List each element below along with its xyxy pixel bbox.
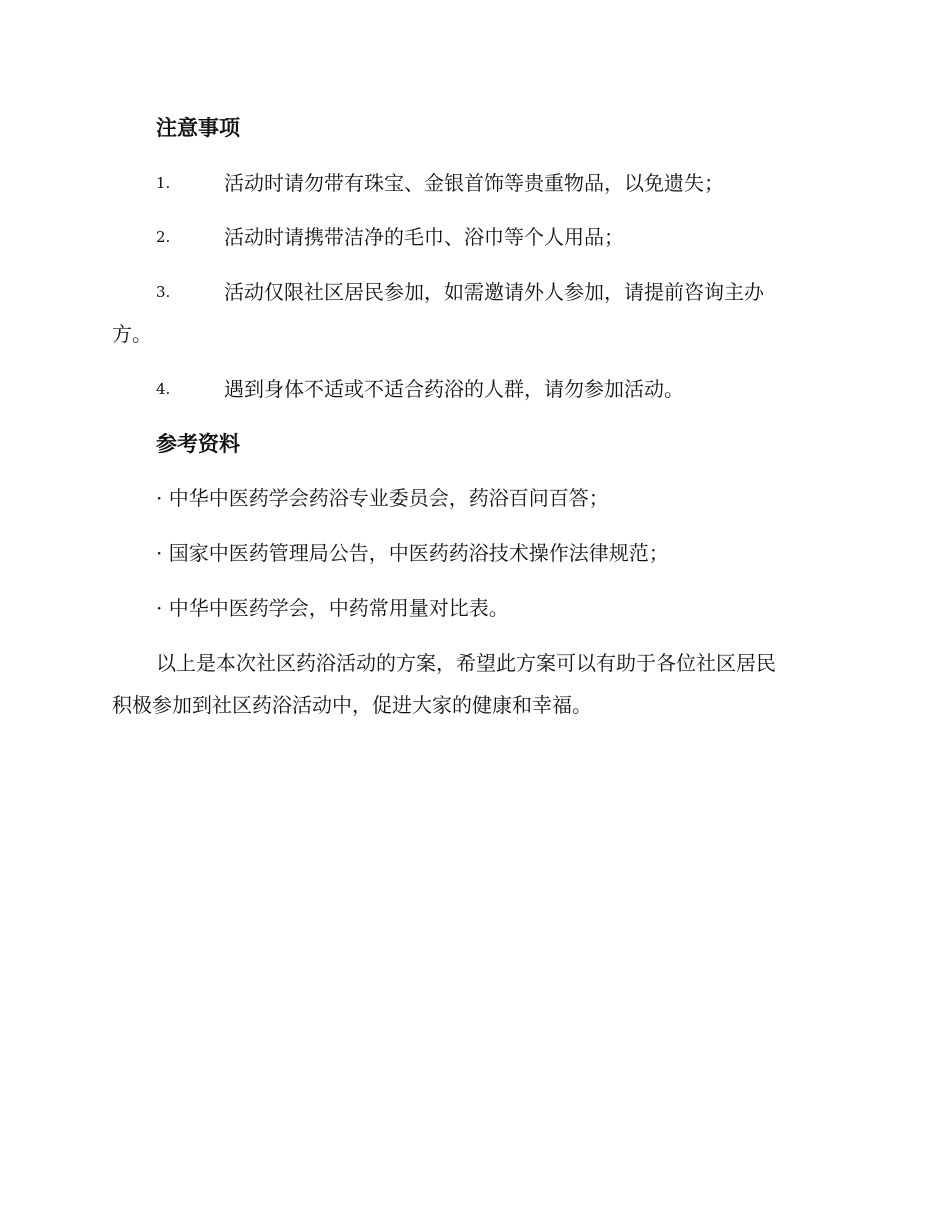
conclusion-line: 积极参加到社区药浴活动中，促进大家的健康和幸福。: [112, 693, 592, 717]
list-text: 遇到身体不适或不适合药浴的人群，请勿参加活动。: [224, 377, 684, 401]
list-text: 活动仅限社区居民参加，如需邀请外人参加，请提前咨询主办: [224, 280, 764, 304]
list-number: 4.: [156, 380, 171, 398]
list-text: 活动时请携带洁净的毛巾、浴巾等个人用品；: [224, 225, 624, 249]
references-heading: 参考资料: [156, 431, 240, 456]
list-text-continuation: 方。: [112, 322, 152, 346]
notes-heading: 注意事项: [156, 115, 240, 140]
list-number: 1.: [156, 174, 171, 192]
list-number: 2.: [156, 228, 171, 246]
list-number: 3.: [156, 283, 171, 301]
reference-item: · 中华中医药学会药浴专业委员会，药浴百问百答；: [156, 486, 609, 510]
reference-item: · 中华中医药学会，中药常用量对比表。: [156, 596, 509, 620]
list-text: 活动时请勿带有珠宝、金银首饰等贵重物品，以免遗失；: [224, 171, 724, 195]
reference-item: · 国家中医药管理局公告，中医药药浴技术操作法律规范；: [156, 541, 669, 565]
conclusion-line: 以上是本次社区药浴活动的方案，希望此方案可以有助于各位社区居民: [156, 651, 776, 675]
